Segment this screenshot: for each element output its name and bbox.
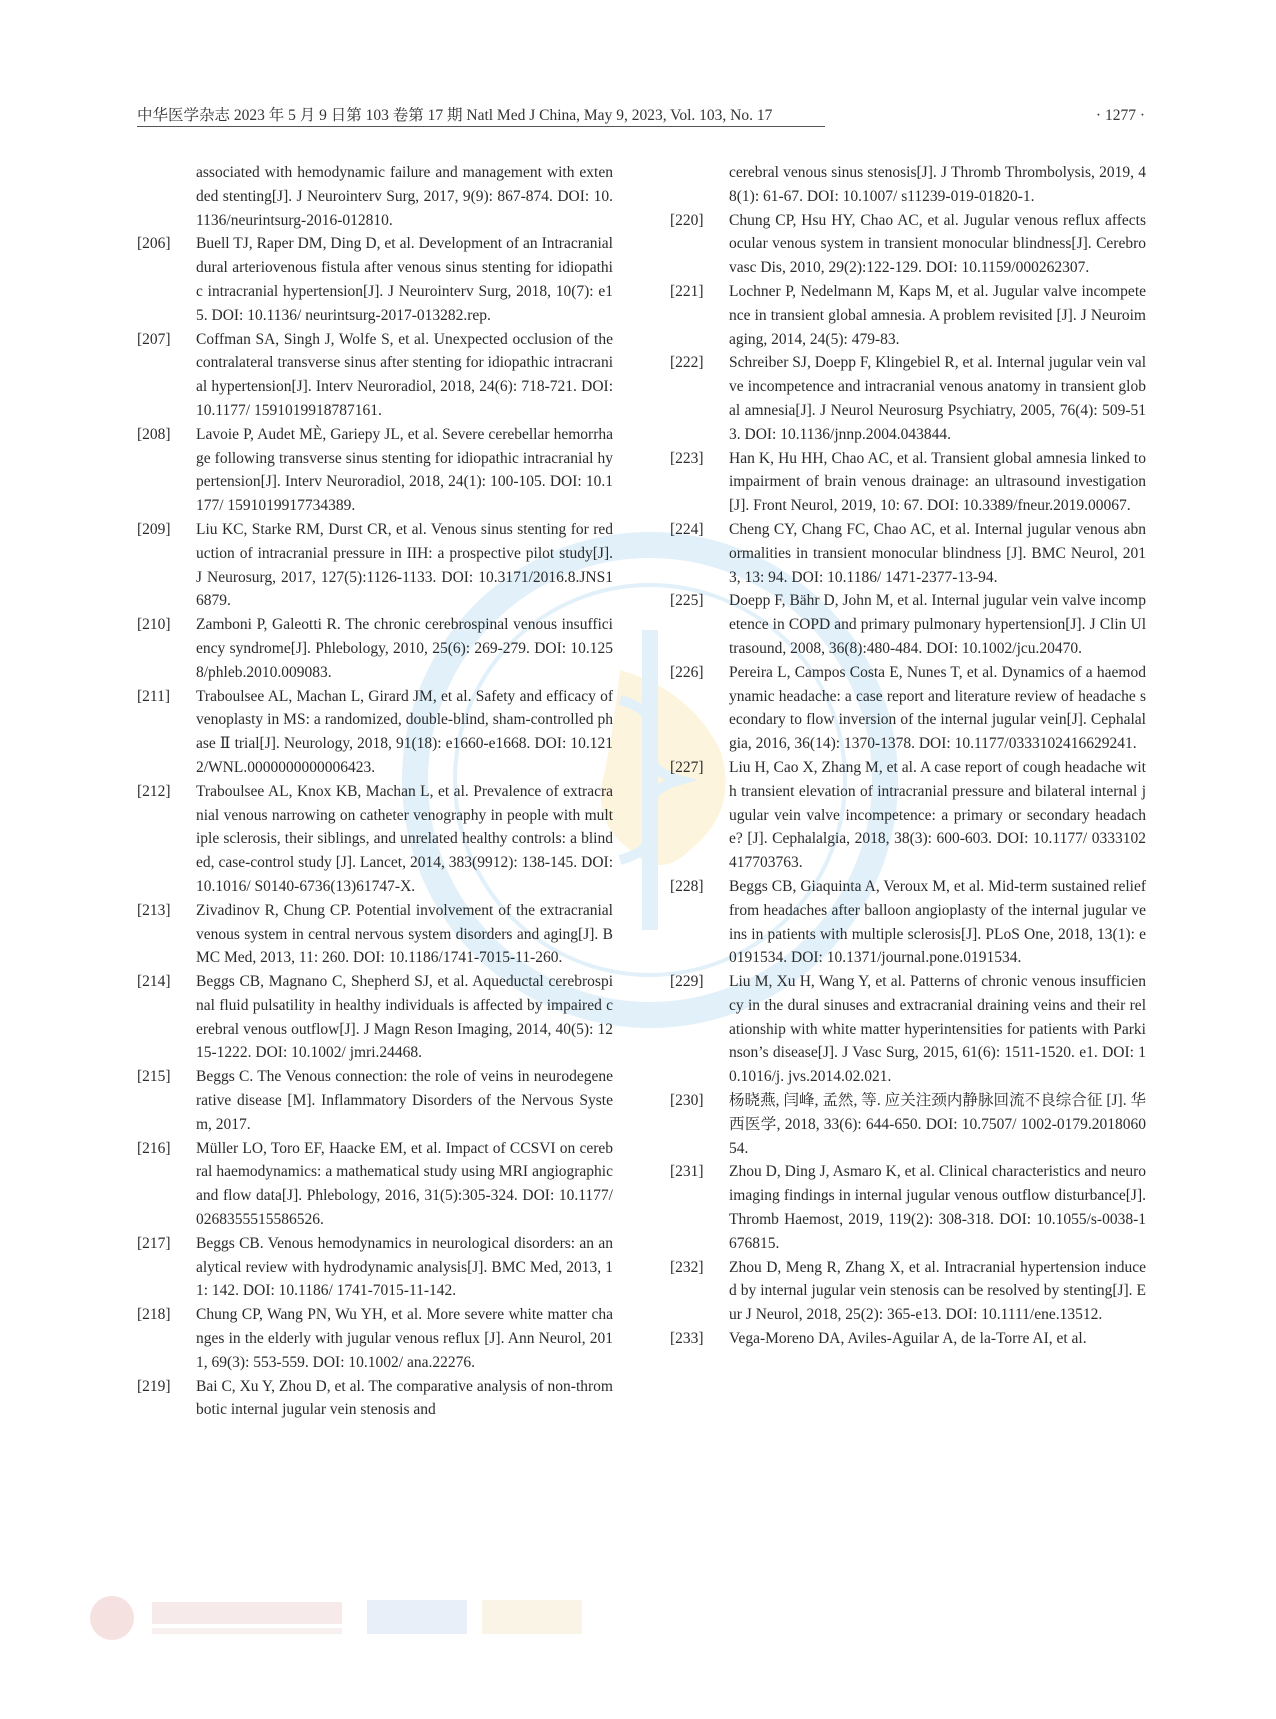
reference-text: Traboulsee AL, Machan L, Girard JM, et al. Safety and efficacy of venoplasty in MS: a randomized, double-blind, sham-controlled phase Ⅱ trial[J]. Neurology, 2018, 91(18): e1660-e1668. DOI: 10.1212/WNL.0000000000006423. (196, 687, 613, 776)
reference-text: Zhou D, Ding J, Asmaro K, et al. Clinical characteristics and neuroimaging findings in internal jugular venous outflow disturbance[J]. Thromb Haemost, 2019, 119(2): 308-318. DOI: 10.1055/s-0038-1676815. (729, 1163, 1146, 1252)
reference-text: Traboulsee AL, Knox KB, Machan L, et al. Prevalence of extracranial venous narrowing on catheter venography in people with multiple sclerosis, their siblings, and unrelated healthy controls: a blinded, case-control study [J]. Lancet, 2014, 383(9912): 138-145. DOI: 10.1016/ S0140-6736(13)61747-X. (196, 782, 613, 895)
reference-text: Zamboni P, Galeotti R. The chronic cerebrospinal venous insufficiency syndrome[J]. Phlebology, 2010, 25(6): 269-279. DOI: 10.1258/phleb.2010.009083. (196, 616, 613, 681)
reference-number: [211] (137, 687, 170, 705)
reference-number: [229] (670, 973, 704, 991)
reference-number: [232] (670, 1258, 704, 1276)
reference-number: [218] (137, 1306, 171, 1324)
reference-number: [220] (670, 211, 704, 229)
reference-number: [212] (137, 782, 171, 800)
reference-entry (670, 161, 1146, 209)
reference-text: Lochner P, Nedelmann M, Kaps M, et al. Jugular valve incompetence in transient global amnesia. A problem revisited [J]. J Neuroimaging, 2014, 24(5): 479-83. (729, 282, 1146, 348)
reference-number: [223] (670, 449, 704, 467)
reference-text: cerebral venous sinus stenosis[J]. J Thromb Thrombolysis, 2019, 48(1): 61-67. DOI: 10.1007/ s11239-019-01820-1. (729, 164, 1146, 205)
reference-text: Beggs C. The Venous connection: the role of veins in neurodegenerative disease [M]. Inflammatory Disorders of the Nervous System, 2017. (196, 1068, 613, 1133)
reference-entry (670, 1160, 1146, 1255)
reference-entry (670, 970, 1146, 1089)
references-right-column (670, 161, 1146, 1351)
reference-number: [209] (137, 520, 171, 538)
reference-text: Buell TJ, Raper DM, Ding D, et al. Development of an Intracranial dural arteriovenous fistula after venous sinus stenting for idiopathic intracranial hypertension[J]. J Neurointerv Surg, 2018, 10(7): e15. DOI: 10.1136/ neurintsurg-2017-013282.rep. (196, 235, 613, 324)
reference-number: [219] (137, 1377, 171, 1395)
reference-text: Liu H, Cao X, Zhang M, et al. A case report of cough headache with transient elevation of intracranial pressure and bilateral internal jugular vein valve incompetence: a primary or secondary headache? [J]. Cephalalgia, 2018, 38(3): 600-603. DOI: 10.1177/ 0333102417703763. (729, 758, 1146, 872)
reference-text: associated with hemodynamic failure and management with extended stenting[J]. J Neurointerv Surg, 2017, 9(9): 867-874. DOI: 10.1136/neurintsurg-2016-012810. (196, 164, 613, 229)
reference-entry (670, 209, 1146, 280)
reference-text: Schreiber SJ, Doepp F, Klingebiel R, et al. Internal jugular vein valve incompetence and intracranial venous anatomy in transient global amnesia[J]. J Neurol Neurosurg Psychiatry, 2005, 76(4): 509-513. DOI: 10.1136/jnnp.2004.043844. (729, 354, 1146, 443)
reference-text: Zhou D, Meng R, Zhang X, et al. Intracranial hypertension induced by internal jugular vein stenosis can be resolved by stenting[J]. Eur J Neurol, 2018, 25(2): 365-e13. DOI: 10.1111/ene.13512. (729, 1258, 1146, 1324)
reference-number: [213] (137, 901, 171, 919)
reference-text: Liu KC, Starke RM, Durst CR, et al. Venous sinus stenting for reduction of intracranial pressure in IIH: a prospective pilot study[J]. J Neurosurg, 2017, 127(5):1126-1133. DOI: 10.3171/2016.8.JNS16879. (196, 520, 613, 610)
reference-number: [207] (137, 330, 171, 348)
reference-entry (137, 232, 613, 327)
reference-text: Han K, Hu HH, Chao AC, et al. Transient global amnesia linked to impairment of brain venous drainage: an ultrasound investigation[J]. Front Neurol, 2019, 10: 67. DOI: 10.3389/fneur.2019.00067. (729, 449, 1146, 515)
reference-text: Chung CP, Wang PN, Wu YH, et al. More severe white matter changes in the elderly with jugular venous reflux [J]. Ann Neurol, 2011, 69(3): 553-559. DOI: 10.1002/ ana.22276. (196, 1306, 613, 1371)
reference-text: Pereira L, Campos Costa E, Nunes T, et al. Dynamics of a haemodynamic headache: a case report and literature review of headache secondary to flow inversion of the internal jugular vein[J]. Cephalalgia, 2016, 36(14): 1370-1378. DOI: 10.1177/0333102416629241. (729, 663, 1146, 753)
reference-entry (137, 613, 613, 684)
reference-entry (670, 518, 1146, 589)
references-left-column (137, 161, 613, 1422)
reference-number: [221] (670, 282, 704, 300)
reference-number: [222] (670, 354, 704, 372)
reference-entry (137, 685, 613, 780)
reference-text: Müller LO, Toro EF, Haacke EM, et al. Impact of CCSVI on cerebral haemodynamics: a mathematical study using MRI angiographic and flow data[J]. Phlebology, 2016, 31(5):305-324. DOI: 10.1177/0268355515586526. (196, 1139, 613, 1229)
reference-number: [208] (137, 425, 171, 443)
reference-entry (137, 1065, 613, 1136)
reference-entry (137, 1232, 613, 1303)
reference-entry (137, 1375, 613, 1423)
reference-text: 杨晓燕, 闫峰, 孟然, 等. 应关注颈内静脉回流不良综合征 [J]. 华西医学, 2018, 33(6): 644-650. DOI: 10.7507/ 1002-0179.201806054. (729, 1092, 1146, 1157)
reference-text: Bai C, Xu Y, Zhou D, et al. The comparative analysis of non-thrombotic internal jugular vein stenosis and (196, 1377, 613, 1419)
reference-entry (670, 351, 1146, 446)
reference-number: [224] (670, 520, 704, 538)
reference-entry (137, 899, 613, 970)
reference-text: Lavoie P, Audet MÈ, Gariepy JL, et al. Severe cerebellar hemorrhage following transverse sinus stenting for idiopathic intracranial hypertension[J]. Interv Neuroradiol, 2018, 24(1): 100-105. DOI: 10.1177/ 1591019917734389. (196, 425, 613, 515)
reference-text: Beggs CB, Magnano C, Shepherd SJ, et al. Aqueductal cerebrospinal fluid pulsatility in healthy individuals is affected by impaired cerebral venous outflow[J]. J Magn Reson Imaging, 2014, 40(5): 1215-1222. DOI: 10.1002/ jmri.24468. (196, 973, 613, 1062)
reference-number: [206] (137, 235, 171, 253)
reference-number: [227] (670, 758, 704, 776)
reference-entry (137, 328, 613, 423)
reference-entry (670, 661, 1146, 756)
reference-entry (670, 756, 1146, 875)
reference-number: [214] (137, 973, 171, 991)
reference-text: Liu M, Xu H, Wang Y, et al. Patterns of chronic venous insufficiency in the dural sinuses and extracranial draining veins and their relationship with white matter hyperintensities for patients with Parkinson’s disease[J]. J Vasc Surg, 2015, 61(6): 1511-1520. e1. DOI: 10.1016/j. jvs.2014.02.021. (729, 973, 1146, 1086)
reference-text: Chung CP, Hsu HY, Chao AC, et al. Jugular venous reflux affects ocular venous system in transient monocular blindness[J]. Cerebrovasc Dis, 2010, 29(2):122-129. DOI: 10.1159/000262307. (729, 211, 1146, 277)
reference-entry (670, 447, 1146, 518)
reference-text: Beggs CB. Venous hemodynamics in neurological disorders: an analytical review with hydrodynamic analysis[J]. BMC Med, 2013, 11: 142. DOI: 10.1186/ 1741-7015-11-142. (196, 1234, 613, 1300)
reference-number: [216] (137, 1139, 171, 1157)
reference-entry (137, 518, 613, 613)
publisher-logo-icon (82, 1588, 602, 1648)
reference-text: Beggs CB, Giaquinta A, Veroux M, et al. Mid-term sustained relief from headaches after balloon angioplasty of the internal jugular veins in patients with multiple sclerosis[J]. PLoS One, 2018, 13(1): e0191534. DOI: 10.1371/journal.pone.0191534. (729, 877, 1146, 967)
reference-entry (670, 1256, 1146, 1327)
reference-number: [233] (670, 1330, 704, 1348)
reference-number: [231] (670, 1163, 704, 1181)
reference-entry (670, 1089, 1146, 1160)
reference-entry (137, 161, 613, 232)
reference-entry (137, 1303, 613, 1374)
reference-entry (137, 780, 613, 899)
reference-entry (670, 875, 1146, 970)
reference-entry (137, 423, 613, 518)
reference-text: Doepp F, Bähr D, John M, et al. Internal jugular vein valve incompetence in COPD and primary pulmonary hypertension[J]. J Clin Ultrasound, 2008, 36(8):480-484. DOI: 10.1002/jcu.20470. (729, 592, 1146, 657)
reference-text: Vega-Moreno DA, Aviles-Aguilar A, de la-Torre AI, et al. (729, 1330, 1087, 1348)
reference-number: [225] (670, 592, 704, 610)
reference-text: Coffman SA, Singh J, Wolfe S, et al. Unexpected occlusion of the contralateral transverse sinus after stenting for idiopathic intracranial hypertension[J]. Interv Neuroradiol, 2018, 24(6): 718-721. DOI: 10.1177/ 1591019918787161. (196, 330, 613, 419)
reference-entry (670, 1327, 1146, 1351)
reference-entry (137, 1137, 613, 1232)
reference-text: Cheng CY, Chang FC, Chao AC, et al. Internal jugular venous abnormalities in transient monocular blindness [J]. BMC Neurol, 2013, 13: 94. DOI: 10.1186/ 1471-2377-13-94. (729, 520, 1146, 586)
reference-number: [228] (670, 877, 704, 895)
reference-entry (670, 589, 1146, 660)
journal-citation: 中华医学杂志 2023 年 5 月 9 日第 103 卷第 17 期 Natl Med J China, May 9, 2023, Vol. 103, No. 17 (137, 107, 773, 124)
page-number: · 1277 · (1095, 107, 1145, 124)
reference-text: Zivadinov R, Chung CP. Potential involvement of the extracranial venous system in central nervous system disorders and aging[J]. BMC Med, 2013, 11: 260. DOI: 10.1186/1741-7015-11-260. (196, 901, 613, 967)
reference-number: [215] (137, 1068, 171, 1086)
reference-number: [210] (137, 616, 171, 634)
running-header (137, 104, 1145, 128)
reference-number: [226] (670, 663, 704, 681)
reference-number: [217] (137, 1234, 171, 1252)
reference-entry (670, 280, 1146, 351)
reference-number: [230] (670, 1092, 704, 1110)
reference-entry (137, 970, 613, 1065)
header-rule (137, 126, 825, 127)
